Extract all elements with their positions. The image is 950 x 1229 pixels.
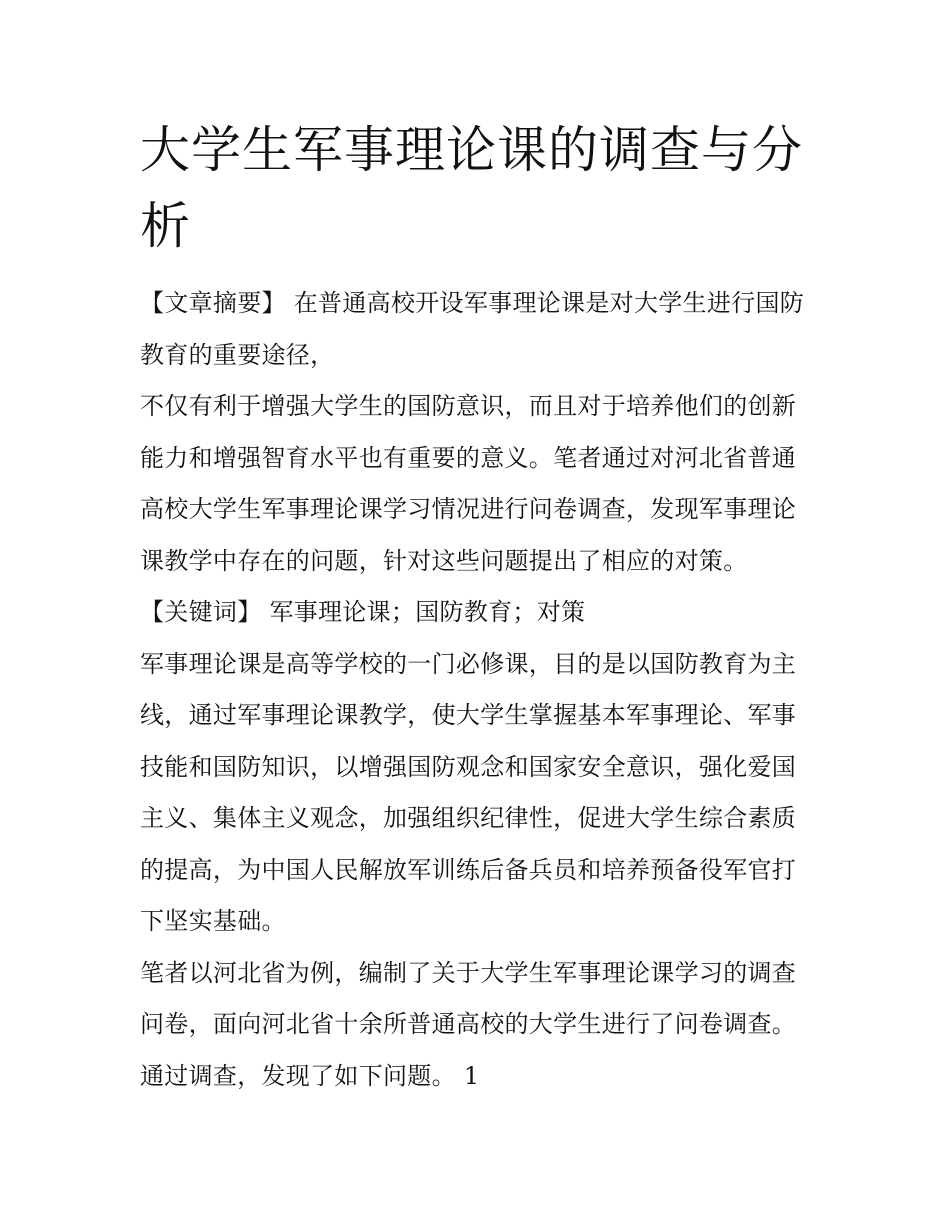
keywords-label: 【关键词】 bbox=[140, 598, 262, 626]
abstract-continuation: 不仅有利于增强大学生的国防意识，而且对于培养他们的创新能力和增强智育水平也有重要的意义。笔者通过对河北省普通高校大学生军事理论课学习情况进行问卷调查，发现军事理论课教学中存在的问题，针对这些问题提出了相应的对策。 bbox=[140, 392, 797, 575]
abstract-text: 在普通高校开设军事理论课是对大学生进行国防教育的重要途径， bbox=[140, 289, 805, 369]
abstract-paragraph bbox=[140, 278, 815, 381]
document-body bbox=[140, 278, 815, 1102]
body-paragraph: 军事理论课是高等学校的一门必修课，目的是以国防教育为主线，通过军事理论课教学，使大学生掌握基本军事理论、军事技能和国防知识，以增强国防观念和国家安全意识，强化爱国主义、集体主义观念，加强组织纪律性，促进大学生综合素质的提高，为中国人民解放军训练后备兵员和培养预备役军官打下坚实基础。 bbox=[140, 649, 797, 935]
keywords-paragraph bbox=[140, 587, 815, 639]
body-paragraph: 笔者以河北省为例，编制了关于大学生军事理论课学习的调查问卷，面向河北省十余所普通高校的大学生进行了问卷调查。通过调查，发现了如下问题。 1 bbox=[140, 958, 797, 1090]
abstract-label: 【文章摘要】 bbox=[140, 289, 286, 317]
keywords-text: 军事理论课；国防教育；对策 bbox=[269, 598, 586, 626]
document-title: 大学生军事理论课的调查与分析 bbox=[140, 121, 803, 255]
